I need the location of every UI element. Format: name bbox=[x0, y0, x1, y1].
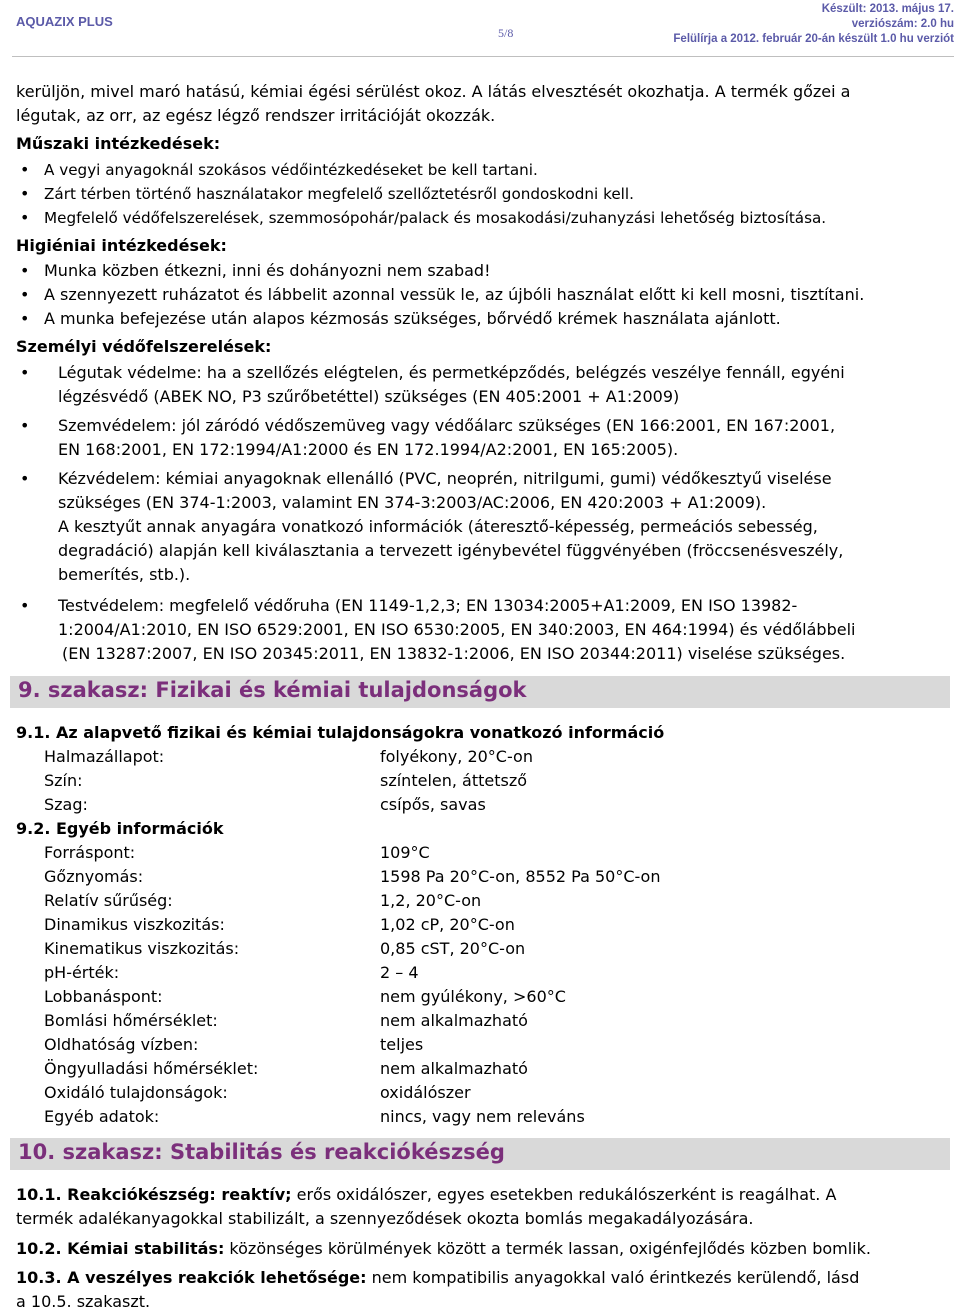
version-info bbox=[673, 2, 954, 47]
property-value: csípős, savas bbox=[380, 795, 486, 814]
ppe-eye-line: Szemvédelem: jól záródó védőszemüveg vagy védőálarc szükséges (EN 166:2001, EN 167:2001, bbox=[58, 416, 836, 435]
property-value: nem gyúlékony, >60°C bbox=[380, 987, 566, 1006]
property-value: folyékony, 20°C-on bbox=[380, 747, 533, 766]
bullet-icon: • bbox=[20, 363, 30, 382]
bullet-icon: • bbox=[20, 596, 30, 615]
section-10-header bbox=[10, 1138, 950, 1170]
property-value: oxidálószer bbox=[380, 1083, 471, 1102]
ppe-body-line: (EN 13287:2007, EN ISO 20345:2011, EN 13832-1:2006, EN ISO 20344:2011) viselése szükséges. bbox=[62, 644, 846, 663]
property-value: nincs, vagy nem releváns bbox=[380, 1107, 585, 1126]
ppe-hand-line: szükséges (EN 374-1:2003, valamint EN 374-3:2003/AC:2006, EN 420:2003 + A1:2009). bbox=[58, 493, 767, 512]
property-value: 109°C bbox=[380, 843, 430, 862]
ppe-hand-line: bemerítés, stb.). bbox=[58, 565, 191, 584]
hazardous-reactions-paragraph bbox=[16, 1266, 859, 1290]
page-number: 5/8 bbox=[498, 26, 514, 40]
property-label: pH-érték: bbox=[44, 963, 120, 982]
property-value: teljes bbox=[380, 1035, 424, 1054]
property-label: Kinematikus viszkozitás: bbox=[44, 939, 240, 958]
property-label: Oxidáló tulajdonságok: bbox=[44, 1083, 228, 1102]
property-value: 2 – 4 bbox=[380, 963, 419, 982]
ppe-hand-line: A kesztyűt annak anyagára vonatkozó információk (áteresztő-képesség, permeációs sebesség, bbox=[58, 517, 818, 536]
property-label: Forráspont: bbox=[44, 843, 136, 862]
bullet-icon: • bbox=[20, 208, 30, 227]
section-9-header bbox=[10, 676, 950, 708]
ppe-body-line: 1:2004/A1:2010, EN ISO 6529:2001, EN ISO 6530:2005, EN 340:2003, EN 464:1994) és védőlábbeli bbox=[58, 620, 856, 639]
hazardous-reactions-label: 10.3. A veszélyes reakciók lehetősége: bbox=[16, 1268, 367, 1287]
hazardous-reactions-line: a 10.5. szakaszt. bbox=[16, 1292, 151, 1311]
header-divider bbox=[12, 56, 954, 57]
property-label: Szín: bbox=[44, 771, 83, 790]
property-value: színtelen, áttetsző bbox=[380, 771, 528, 790]
stability-label: 10.2. Kémiai stabilitás: bbox=[16, 1239, 225, 1258]
property-value: 1598 Pa 20°C-on, 8552 Pa 50°C-on bbox=[380, 867, 661, 886]
bullet-icon: • bbox=[20, 416, 30, 435]
property-label: Szag: bbox=[44, 795, 88, 814]
page-header bbox=[0, 0, 960, 56]
reactivity-label: 10.1. Reakciókészség: reaktív; bbox=[16, 1185, 292, 1204]
bullet-icon: • bbox=[20, 261, 30, 280]
bullet-icon: • bbox=[20, 469, 30, 488]
supersedes-note: Felülírja a 2012. február 20-án készült 1.0 hu verziót bbox=[673, 33, 954, 45]
stability-paragraph bbox=[16, 1237, 871, 1261]
property-label: Öngyulladási hőmérséklet: bbox=[44, 1059, 259, 1078]
ppe-heading: Személyi védőfelszerelések: bbox=[16, 337, 272, 356]
ppe-respiratory-line: Légutak védelme: ha a szellőzés elégtelen, és permetképződés, belégzés veszélye fennáll, egyéni bbox=[58, 363, 845, 382]
stability-text: közönséges körülmények között a termék lassan, oxigénfejlődés közben bomlik. bbox=[224, 1239, 871, 1258]
intro-line: légutak, az orr, az egész légző rendszer irritációját okozzák. bbox=[16, 106, 496, 125]
property-value: nem alkalmazható bbox=[380, 1059, 528, 1078]
ppe-respiratory-line: légzésvédő (ABEK NO, P3 szűrőbetéttel) szükséges (EN 405:2001 + A1:2009) bbox=[58, 387, 680, 406]
property-label: Bomlási hőmérséklet: bbox=[44, 1011, 218, 1030]
list-item: Zárt térben történő használatakor megfelelő szellőztetésről gondoskodni kell. bbox=[44, 185, 634, 203]
reactivity-text: erős oxidálószer, egyes esetekben redukálószerként is reagálhat. A bbox=[291, 1185, 837, 1204]
property-value: 0,85 cST, 20°C-on bbox=[380, 939, 526, 958]
property-label: Gőznyomás: bbox=[44, 867, 144, 886]
property-label: Dinamikus viszkozitás: bbox=[44, 915, 225, 934]
section-9-title: 9. szakasz: Fizikai és kémiai tulajdonságok bbox=[18, 678, 527, 702]
property-value: nem alkalmazható bbox=[380, 1011, 528, 1030]
list-item: Munka közben étkezni, inni és dohányozni nem szabad! bbox=[44, 261, 491, 280]
property-value: 1,02 cP, 20°C-on bbox=[380, 915, 515, 934]
property-label: Lobbanáspont: bbox=[44, 987, 163, 1006]
property-value: 1,2, 20°C-on bbox=[380, 891, 482, 910]
ppe-hand-line: degradáció) alapján kell kiválasztania a tervezett igénybevétel függvényében (fröccsenésveszély, bbox=[58, 541, 844, 560]
hygiene-heading: Higiéniai intézkedések: bbox=[16, 236, 227, 255]
bullet-icon: • bbox=[20, 160, 30, 179]
technical-heading: Műszaki intézkedések: bbox=[16, 134, 221, 153]
hazardous-reactions-text: nem kompatibilis anyagokkal való érintkezés kerülendő, lásd bbox=[366, 1268, 860, 1287]
bullet-icon: • bbox=[20, 184, 30, 203]
list-item: A vegyi anyagoknál szokásos védőintézkedéseket be kell tartani. bbox=[44, 161, 538, 179]
property-label: Relatív sűrűség: bbox=[44, 891, 173, 910]
section-10-title: 10. szakasz: Stabilitás és reakciókészség bbox=[18, 1140, 505, 1164]
ppe-eye-line: EN 168:2001, EN 172:1994/A1:2000 és EN 172.1994/A2:2001, EN 165:2005). bbox=[58, 440, 679, 459]
list-item: A munka befejezése után alapos kézmosás szükséges, bőrvédő krémek használata ajánlott. bbox=[44, 309, 781, 328]
bullet-icon: • bbox=[20, 309, 30, 328]
property-label: Halmazállapot: bbox=[44, 747, 165, 766]
property-label: Egyéb adatok: bbox=[44, 1107, 160, 1126]
list-item: Megfelelő védőfelszerelések, szemmosópohár/palack és mosakodási/zuhanyzási lehetőség biztosítása. bbox=[44, 209, 827, 227]
subsection-9-2: 9.2. Egyéb információk bbox=[16, 819, 224, 838]
document-version: verziószám: 2.0 hu bbox=[851, 18, 954, 30]
property-label: Oldhatóság vízben: bbox=[44, 1035, 199, 1054]
ppe-hand-line: Kézvédelem: kémiai anyagoknak ellenálló (PVC, neoprén, nitrilgumi, gumi) védőkesztyű viselése bbox=[58, 469, 832, 488]
list-item: A szennyezett ruházatot és lábbelit azonnal vessük le, az újbóli használat előtt ki kell mosni, tisztítani. bbox=[44, 285, 865, 304]
ppe-body-line: Testvédelem: megfelelő védőruha (EN 1149-1,2,3; EN 13034:2005+A1:2009, EN ISO 13982- bbox=[58, 596, 798, 615]
intro-line: kerüljön, mivel maró hatású, kémiai égési sérülést okoz. A látás elvesztését okozhatja. A termék gőzei a bbox=[16, 82, 851, 101]
document-date: Készült: 2013. május 17. bbox=[821, 3, 954, 15]
reactivity-paragraph bbox=[16, 1183, 836, 1207]
reactivity-line: termék adalékanyagokkal stabilizált, a szennyeződések okozta bomlás megakadályozására. bbox=[16, 1209, 754, 1228]
bullet-icon: • bbox=[20, 285, 30, 304]
company-name: AQUAZIX PLUS bbox=[16, 14, 113, 29]
subsection-9-1: 9.1. Az alapvető fizikai és kémiai tulajdonságokra vonatkozó információ bbox=[16, 723, 665, 742]
